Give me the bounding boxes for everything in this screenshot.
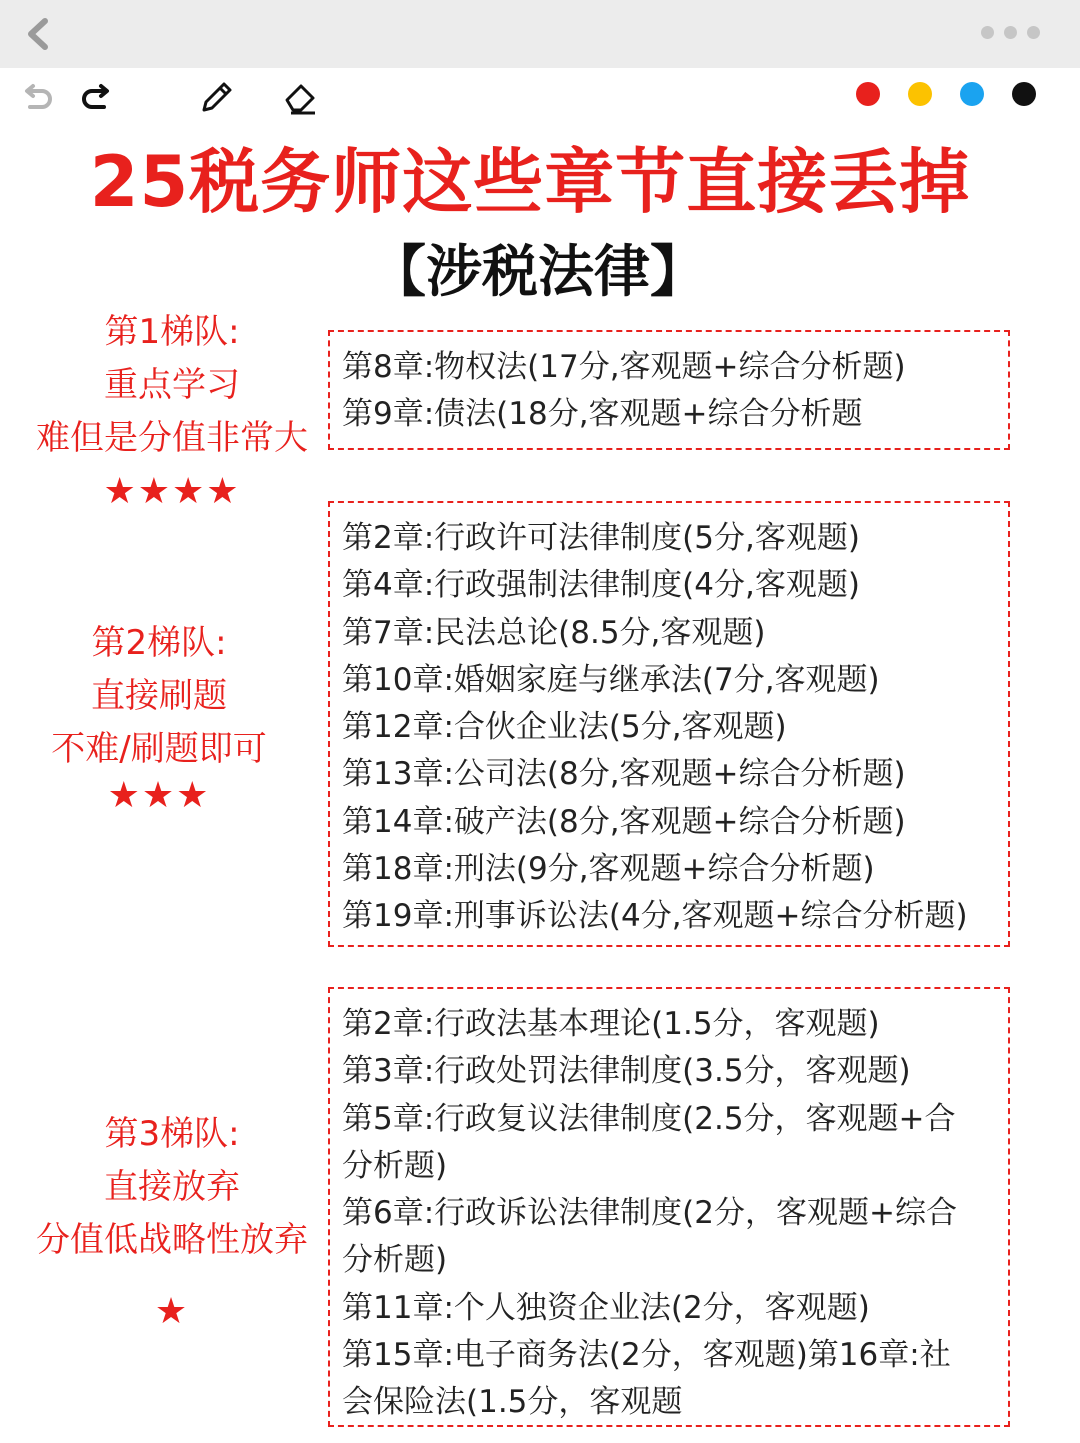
red-color-swatch[interactable]: [856, 82, 880, 106]
chapter-item: 第3章:行政处罚法律制度(3.5分，客观题): [342, 1053, 911, 1090]
yellow-color-swatch[interactable]: [908, 82, 932, 106]
chapter-item: 分析题): [342, 1242, 448, 1279]
chapter-item: 第19章:刑事诉讼法(4分,客观题+综合分析题): [342, 898, 968, 935]
tier-2-box: [328, 501, 1010, 947]
tier-2-name: 第2梯队:: [91, 623, 227, 663]
chapter-item: 第8章:物权法(17分,客观题+综合分析题): [342, 349, 906, 385]
chapter-item: 第14章:破产法(8分,客观题+综合分析题): [342, 803, 906, 840]
color-palette: [856, 82, 1036, 106]
chapter-item: 第15章:电子商务法(2分，客观题)第16章:社: [342, 1337, 951, 1374]
tier-1-box: [328, 330, 1010, 450]
chapter-item: 第6章:行政诉讼法律制度(2分，客观题+综合: [342, 1195, 957, 1232]
tier-3-advice: 直接放弃: [104, 1167, 240, 1207]
tier-3-stars: ★: [154, 1291, 190, 1332]
chapter-item: 第12章:合伙企业法(5分,客观题): [342, 709, 787, 746]
page-subtitle: 【涉税法律】: [370, 240, 706, 305]
tier-3-name: 第3梯队:: [104, 1114, 240, 1154]
chapter-item: 第2章:行政许可法律制度(5分,客观题): [342, 520, 860, 556]
undo-icon[interactable]: [16, 76, 60, 120]
redo-icon[interactable]: [74, 76, 118, 120]
chapter-item: 第9章:债法(18分,客观题+综合分析题: [342, 396, 863, 433]
tier-2-note: 不难/刷题即可: [51, 729, 267, 769]
blue-color-swatch[interactable]: [960, 82, 984, 106]
tier-3-label: [24, 1108, 320, 1338]
chapter-item: 第5章:行政复议法律制度(2.5分，客观题+合: [342, 1100, 956, 1137]
tier-1-note: 难但是分值非常大: [36, 418, 308, 458]
tier-1-label: [24, 306, 320, 518]
tier-1-name: 第1梯队:: [104, 312, 240, 352]
chapter-item: 第10章:婚姻家庭与继承法(7分,客观题): [342, 661, 880, 698]
chapter-item: 第7章:民法总论(8.5分,客观题): [342, 614, 766, 651]
tier-2-label: [24, 617, 294, 816]
chevron-left-icon[interactable]: [18, 14, 58, 54]
pencil-icon[interactable]: [194, 76, 238, 120]
tier-1-stars: ★★★★: [103, 471, 241, 512]
tier-2-advice: 直接刷题: [91, 676, 227, 716]
black-color-swatch[interactable]: [1012, 82, 1036, 106]
chapter-item: 第18章:刑法(9分,客观题+综合分析题): [342, 851, 875, 888]
chapter-item: 第11章:个人独资企业法(2分，客观题): [342, 1289, 870, 1326]
chapter-item: 会保险法(1.5分，客观题: [342, 1384, 683, 1421]
top-bar: [0, 0, 1080, 68]
tier-2-stars: ★★★: [107, 775, 211, 816]
tier-3-note: 分值低战略性放弃: [36, 1220, 308, 1260]
chapter-item: 第4章:行政强制法律制度(4分,客观题): [342, 567, 860, 604]
eraser-icon[interactable]: [278, 76, 322, 120]
page-title: 25税务师这些章节直接丢掉: [89, 141, 971, 223]
chapter-item: 第2章:行政法基本理论(1.5分，客观题): [342, 1006, 880, 1042]
tier-3-box: [328, 987, 1010, 1427]
chapter-item: 第13章:公司法(8分,客观题+综合分析题): [342, 756, 906, 793]
chapter-item: 分析题): [342, 1147, 448, 1184]
tier-1-advice: 重点学习: [104, 365, 240, 405]
more-dots-icon[interactable]: [981, 26, 1040, 39]
